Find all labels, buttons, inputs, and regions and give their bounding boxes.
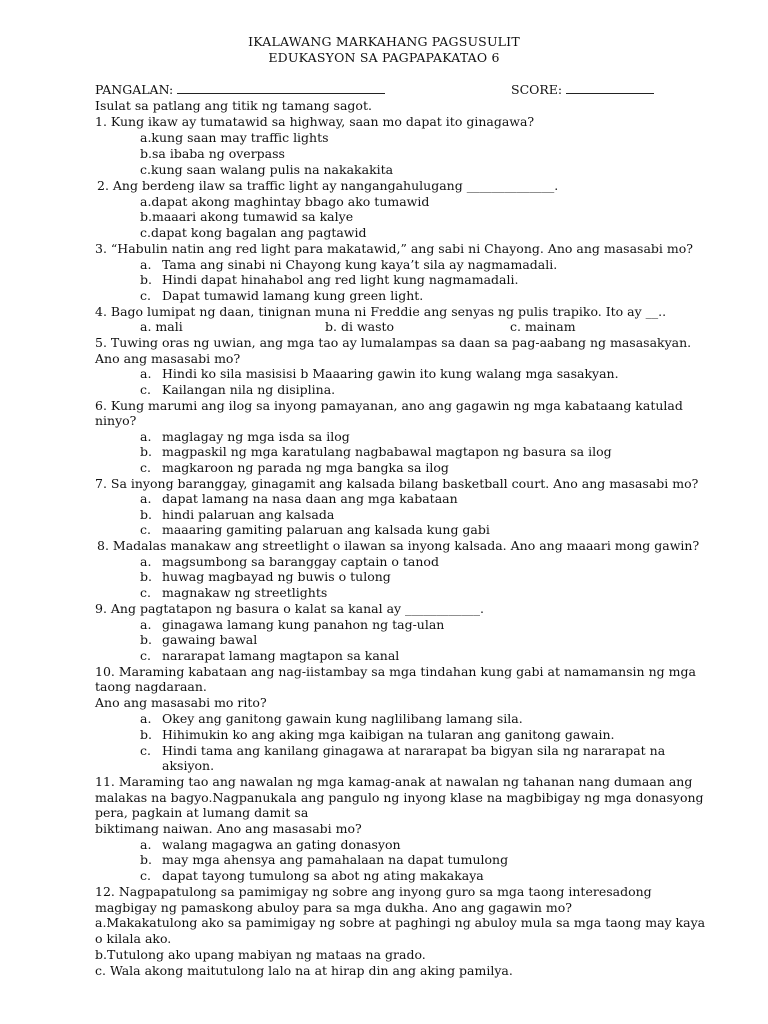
choice: c. mainam <box>510 319 576 334</box>
choice <box>140 491 458 506</box>
choice: c.kung saan walang pulis na nakakakita <box>140 162 394 177</box>
choice <box>140 460 449 475</box>
choice-text: walang magagwa an gating donasyon <box>162 837 401 852</box>
choice: c. Wala akong maitutulong lalo na at hirap din ang aking pamilya. <box>95 963 513 978</box>
choice <box>140 648 399 663</box>
choice: b. di wasto <box>325 319 395 334</box>
choice: b.maaari akong tumawid sa kalye <box>140 209 354 224</box>
score-field[interactable] <box>511 82 654 97</box>
question-2: 2. Ang berdeng ilaw sa traffic light ay nangangahulugang ______________. <box>97 178 559 193</box>
choice <box>140 444 612 459</box>
choice: c.dapat kong bagalan ang pagtawid <box>140 225 367 240</box>
choice-letter: a. <box>140 837 152 852</box>
choice-letter: b. <box>140 727 152 742</box>
choice <box>140 569 391 584</box>
choice: a.Makakatulong ako sa pamimigay ng sobre at paghingi ng abuloy mula sa mga taong may kaya <box>95 915 706 930</box>
choice-letter: c. <box>140 648 151 663</box>
choice-text: dapat lamang na nasa daan ang mga kabataan <box>162 491 458 506</box>
choice <box>140 507 334 522</box>
choice-text: Kailangan nila ng disiplina. <box>162 382 336 397</box>
choice-text: hindi palaruan ang kalsada <box>162 507 335 522</box>
choice-letter: a. <box>140 429 152 444</box>
choice-letter: b. <box>140 569 152 584</box>
question-10-prompt: Ano ang masasabi mo rito? <box>95 695 267 710</box>
choice-letter: c. <box>140 868 151 883</box>
name-blank[interactable] <box>177 82 385 94</box>
choice <box>140 617 444 632</box>
choice <box>140 429 350 444</box>
choice-letter: c. <box>140 382 151 397</box>
choice-text: Hihimukin ko ang aking mga kaibigan na tularan ang ganitong gawain. <box>162 727 615 742</box>
choice: a.dapat akong maghintay bbago ako tumawid <box>140 194 430 209</box>
choice-text: gawaing bawal <box>162 632 258 647</box>
choice-letter: a. <box>140 554 152 569</box>
choice <box>140 554 439 569</box>
question-12-cont: magbigay ng pamaskong abuloy para sa mga dukha. Ano ang gagawin mo? <box>95 900 573 915</box>
choice <box>140 257 557 272</box>
choice-letter: c. <box>140 585 151 600</box>
question-11-prompt: biktimang naiwan. Ano ang masasabi mo? <box>95 821 362 836</box>
choice-text: Hindi tama ang kanilang ginagawa at nararapat ba bigyan sila ng nararapat na <box>162 743 666 758</box>
score-blank[interactable] <box>566 82 654 94</box>
choice-letter: b. <box>140 507 152 522</box>
choice-text: Hindi ko sila masisisi b Maaaring gawin ito kung walang mga sasakyan. <box>162 366 619 381</box>
choice <box>140 727 614 742</box>
question-1: 1. Kung ikaw ay tumatawid sa highway, saan mo dapat ito ginagawa? <box>95 114 535 129</box>
choice-text: Okey ang ganitong gawain kung naglilibang lamang sila. <box>162 711 523 726</box>
question-10-cont: taong nagdaraan. <box>95 679 207 694</box>
choice: a. mali <box>140 319 183 334</box>
choice-letter: c. <box>140 460 151 475</box>
name-label: PANGALAN: <box>95 82 174 97</box>
choice-letter: a. <box>140 491 152 506</box>
choice-letter: b. <box>140 272 152 287</box>
choice <box>140 711 523 726</box>
choice <box>140 837 401 852</box>
choice-text: maglagay ng mga isda sa ilog <box>162 429 350 444</box>
choice-text: may mga ahensya ang pamahalaan na dapat tumulong <box>162 852 509 867</box>
question-11-cont: malakas na bagyo.Nagpanukala ang pangulo ng inyong klase na magbibigay ng mga donasyong <box>95 790 704 805</box>
choice-letter: c. <box>140 288 151 303</box>
question-10: 10. Maraming kabataan ang nag-iistambay sa mga tindahan kung gabi at namamansin ng mga <box>95 664 696 679</box>
question-3: 3. “Habulin natin ang red light para makatawid,” ang sabi ni Chayong. Ano ang masasabi mo? <box>95 241 693 256</box>
question-6: 6. Kung marumi ang ilog sa inyong pamayanan, ano ang gagawin ng mga kabataang katulad <box>95 398 683 413</box>
exam-title: IKALAWANG MARKAHANG PAGSUSULIT <box>248 34 520 49</box>
choice-text: Tama ang sinabi ni Chayong kung kaya’t sila ay nagmamadali. <box>162 257 558 272</box>
choice-text: ginagawa lamang kung panahon ng tag-ulan <box>162 617 445 632</box>
choice-text: magnakaw ng streetlights <box>162 585 328 600</box>
choice-text: nararapat lamang magtapon sa kanal <box>162 648 400 663</box>
choice-letter: a. <box>140 257 152 272</box>
choice-cont: o kilala ako. <box>95 931 172 946</box>
choice: b.Tutulong ako upang mabiyan ng mataas na grado. <box>95 947 426 962</box>
choice: b.sa ibaba ng overpass <box>140 146 285 161</box>
choice-text: huwag magbayad ng buwis o tulong <box>162 569 391 584</box>
score-label: SCORE: <box>511 82 563 97</box>
choice <box>140 382 335 397</box>
choice <box>140 585 327 600</box>
choice-letter: a. <box>140 617 152 632</box>
choice <box>140 366 619 381</box>
question-8: 8. Madalas manakaw ang streetlight o ilawan sa inyong kalsada. Ano ang maaari mong gawin? <box>97 538 700 553</box>
choice-text: Hindi dapat hinahabol ang red light kung nagmamadali. <box>162 272 519 287</box>
question-9: 9. Ang pagtatapon ng basura o kalat sa kanal ay ____________. <box>95 601 485 616</box>
choice <box>140 522 490 537</box>
question-7: 7. Sa inyong baranggay, ginagamit ang kalsada bilang basketball court. Ano ang masasabi mo? <box>95 476 699 491</box>
question-6-cont: ninyo? <box>95 413 137 428</box>
question-11-cont: pera, pagkain at lumang damit sa <box>95 805 309 820</box>
choice-text: Dapat tumawid lamang kung green light. <box>162 288 424 303</box>
name-field[interactable] <box>95 82 385 97</box>
exam-subject: EDUKASYON SA PAGPAPAKATAO 6 <box>268 50 500 65</box>
choice-text: magkaroon ng parada ng mga bangka sa ilog <box>162 460 449 475</box>
choice-letter: b. <box>140 852 152 867</box>
choice <box>140 272 518 287</box>
choice-text: dapat tayong tumulong sa abot ng ating makakaya <box>162 868 484 883</box>
choice <box>140 743 665 758</box>
question-5: 5. Tuwing oras ng uwian, ang mga tao ay lumalampas sa daan sa pag-aabang ng masasakyan. <box>95 335 692 350</box>
question-12: 12. Nagpapatulong sa pamimigay ng sobre ang inyong guro sa mga taong interesadong <box>95 884 652 899</box>
choice-letter: b. <box>140 444 152 459</box>
choice-letter: c. <box>140 522 151 537</box>
choice-letter: a. <box>140 366 152 381</box>
choice <box>140 288 423 303</box>
choice-letter: c. <box>140 743 151 758</box>
choice: a.kung saan may traffic lights <box>140 130 329 145</box>
choice <box>140 868 484 883</box>
instructions: Isulat sa patlang ang titik ng tamang sagot. <box>95 98 372 113</box>
choice-text: magpaskil ng mga karatulang nagbabawal magtapon ng basura sa ilog <box>162 444 612 459</box>
choice <box>140 632 257 647</box>
question-4: 4. Bago lumipat ng daan, tinignan muna ni Freddie ang senyas ng pulis trapiko. Ito ay __.. <box>95 304 667 319</box>
choice-text: magsumbong sa baranggay captain o tanod <box>162 554 439 569</box>
exam-header <box>0 34 768 66</box>
choice-letter: a. <box>140 711 152 726</box>
choice-cont: aksiyon. <box>162 758 215 773</box>
question-11: 11. Maraming tao ang nawalan ng mga kamag-anak at nawalan ng tahanan nang dumaan ang <box>95 774 693 789</box>
choice-text: maaaring gamiting palaruan ang kalsada kung gabi <box>162 522 490 537</box>
choice-letter: b. <box>140 632 152 647</box>
question-5-cont: Ano ang masasabi mo? <box>95 351 241 366</box>
choice <box>140 852 508 867</box>
